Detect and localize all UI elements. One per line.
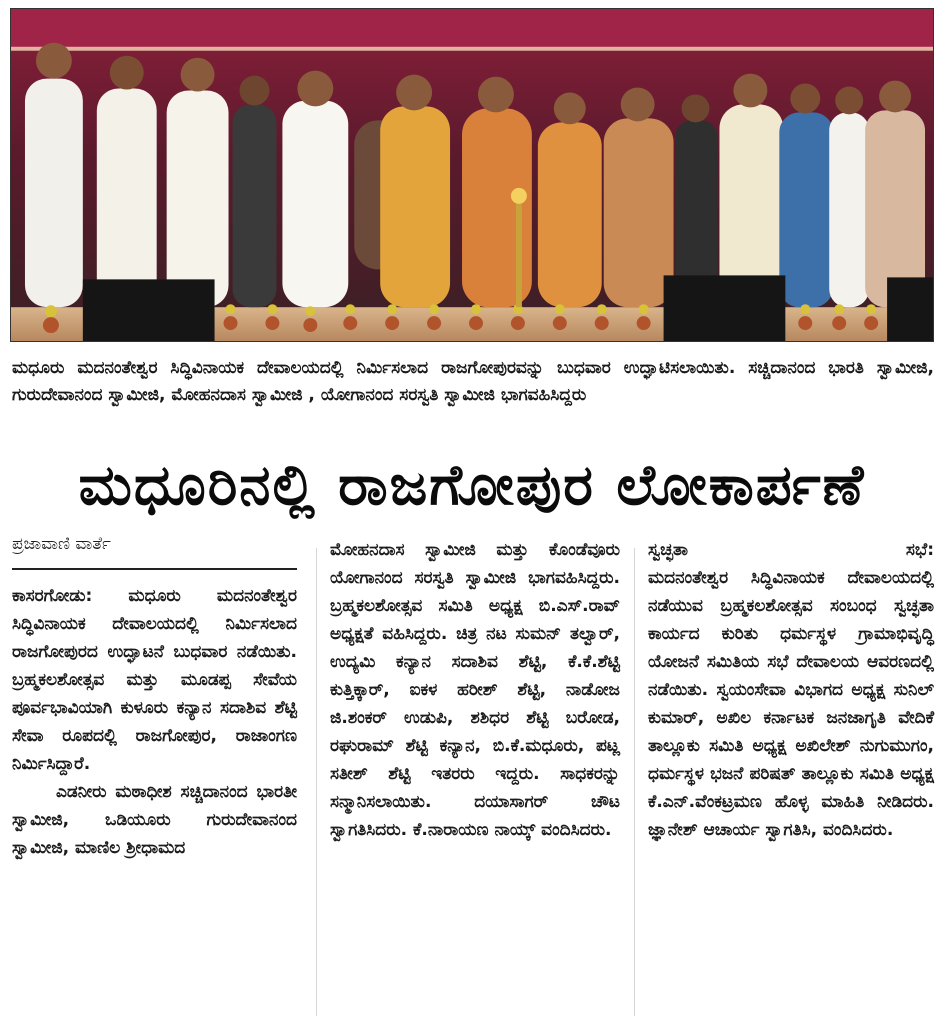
paragraph: ಮದನಂತೇಶ್ವರ ಸಿದ್ಧಿವಿನಾಯಕ ದೇವಾಲಯದಲ್ಲಿ ನಡೆಯುವ ಬ್ರಹ್ಮಕಲಶೋತ್ಸವ ಸಂಬಂಧ ಸ್ವಚ್ಛತಾ ಕಾರ್ಯದ ಕುರಿತು ಧರ್ಮಸ್ಥಳ ಗ್ರಾಮಾಭಿವೃದ್ಧಿ ಯೋಜನೆ ಸಮಿತಿಯ ಸಭೆ ದೇವಾಲಯ ಆವರಣದಲ್ಲಿ ನಡೆಯಿತು. ಸ್ವಯಂಸೇವಾ ವಿಭಾಗದ ಅಧ್ಯಕ್ಷ ಸುನಿಲ್ ಕುಮಾರ್, ಅಖಿಲ ಕರ್ನಾಟಕ ಜನಜಾಗೃತಿ ವೇದಿಕೆ ತಾಲ್ಲೂಕು ಸಮಿತಿ ಅಧ್ಯಕ್ಷ ಅಖಿಲೇಶ್ ನುಗುಮುಗಂ, ಧರ್ಮಸ್ಥಳ ಭಜನೆ ಪರಿಷತ್ ತಾಲ್ಲೂಕು ಸಮಿತಿ ಅಧ್ಯಕ್ಷ ಕೆ.ಎನ್.ವೆಂಕಟ್ರಮಣ ಹೊಳ್ಳ ಮಾಹಿತಿ ನೀಡಿದರು. ಜ್ಞಾನೇಶ್ ಆಚಾರ್ಯ ಸ್ವಾಗತಿಸಿ, ವಂದಿಸಿದರು. bbox=[648, 568, 934, 840]
byline-rule bbox=[12, 568, 297, 570]
column-divider bbox=[634, 548, 635, 1016]
paragraph: ಕಾಸರಗೋಡು: ಮಧೂರು ಮದನಂತೇಶ್ವರ ಸಿದ್ಧಿವಿನಾಯಕ ದೇವಾಲಯದಲ್ಲಿ ನಿರ್ಮಿಸಲಾದ ರಾಜಗೋಪುರದ ಉದ್ಘಾಟನೆ ಬುಧವಾರ ನಡೆಯಿತು. ಬ್ರಹ್ಮಕಲಶೋತ್ಸವ ಮತ್ತು ಮೂಡಪ್ಪ ಸೇವೆಯ ಪೂರ್ವಭಾವಿಯಾಗಿ ಕುಳೂರು ಕನ್ಯಾನ ಸದಾಶಿವ ಶೆಟ್ಟಿ ಸೇವಾ ರೂಪದಲ್ಲಿ ರಾಜಗೋಪುರ, ರಾಜಾಂಗಣ ನಿರ್ಮಿಸಿದ್ದಾರೆ. bbox=[12, 586, 297, 774]
paragraph: ಮೋಹನದಾಸ ಸ್ವಾಮೀಜಿ ಮತ್ತು ಕೊಂಡೆವೂರು ಯೋಗಾನಂದ ಸರಸ್ವತಿ ಸ್ವಾಮೀಜಿ ಭಾಗವಹಿಸಿದ್ದರು. ಬ್ರಹ್ಮಕಲಶೋತ್ಸವ ಸಮಿತಿ ಅಧ್ಯಕ್ಷ ಬಿ.ಎಸ್.ರಾವ್ ಅಧ್ಯಕ್ಷತೆ ವಹಿಸಿದ್ದರು. ಚಿತ್ರ ನಟ ಸುಮನ್ ತಲ್ವಾರ್, ಉದ್ಯಮಿ ಕನ್ಯಾನ ಸದಾಶಿವ ಶೆಟ್ಟಿ, ಕೆ.ಕೆ.ಶೆಟ್ಟಿ ಕುತ್ತಿಕ್ಕಾರ್, ಐಕಳ ಹರೀಶ್ ಶೆಟ್ಟಿ, ನಾಡೋಜ ಜಿ.ಶಂಕರ್ ಉಡುಪಿ, ಶಶಿಧರ ಶೆಟ್ಟಿ ಬರೋಡ, ರಘುರಾಮ್ ಶೆಟ್ಟಿ ಕನ್ಯಾನ, ಬಿ.ಕೆ.ಮಧೂರು, ಪಟ್ಲ ಸತೀಶ್ ಶೆಟ್ಟಿ ಇತರರು ಇದ್ದರು. ಸಾಧಕರನ್ನು ಸನ್ಮಾನಿಸಲಾಯಿತು. ದಯಾಸಾಗರ್ ಚೌಟ ಸ್ವಾಗತಿಸಿದರು. ಕೆ.ನಾರಾಯಣ ನಾಯ್ಕ್ ವಂದಿಸಿದರು. bbox=[330, 540, 620, 840]
headline: ಮಧೂರಿನಲ್ಲಿ ರಾಜಗೋಪುರ ಲೋಕಾರ್ಪಣೆ bbox=[78, 453, 866, 518]
column-divider bbox=[316, 548, 317, 1016]
paragraph: ಎಡನೀರು ಮಠಾಧೀಶ ಸಚ್ಚಿದಾನಂದ ಭಾರತೀ ಸ್ವಾಮೀಜಿ, ಒಡಿಯೂರು ಗುರುದೇವಾನಂದ ಸ್ವಾಮೀಜಿ, ಮಾಣಿಲ ಶ್ರೀಧಾಮದ bbox=[12, 782, 297, 858]
photo-icon bbox=[11, 9, 933, 341]
subhead-left: ಸ್ವಚ್ಛತಾ bbox=[648, 540, 689, 560]
subhead bbox=[648, 536, 934, 564]
article-column-2 bbox=[330, 536, 620, 844]
photo-caption: ಮಧೂರು ಮದನಂತೇಶ್ವರ ಸಿದ್ಧಿವಿನಾಯಕ ದೇವಾಲಯದಲ್ಲಿ ನಿರ್ಮಿಸಲಾದ ರಾಜಗೋಪುರವನ್ನು ಬುಧವಾರ ಉದ್ಘಾಟಿಸಲಾಯಿತು. ಸಚ್ಚಿದಾನಂದ ಭಾರತಿ ಸ್ವಾಮೀಜಿ, ಗುರುದೇವಾನಂದ ಸ್ವಾಮೀಜಿ, ಮೋಹನದಾಸ ಸ್ವಾಮೀಜಿ , ಯೋಗಾನಂದ ಸರಸ್ವತಿ ಸ್ವಾಮೀಜಿ ಭಾಗವಹಿಸಿದ್ದರು bbox=[12, 358, 934, 405]
news-photo bbox=[10, 8, 934, 342]
byline: ಪ್ರಜಾವಾಣಿ ವಾರ್ತೆ bbox=[12, 534, 111, 554]
article-column-1 bbox=[12, 530, 297, 862]
subhead-right: ಸಭೆ: bbox=[905, 540, 934, 560]
article-column-3 bbox=[648, 536, 934, 844]
